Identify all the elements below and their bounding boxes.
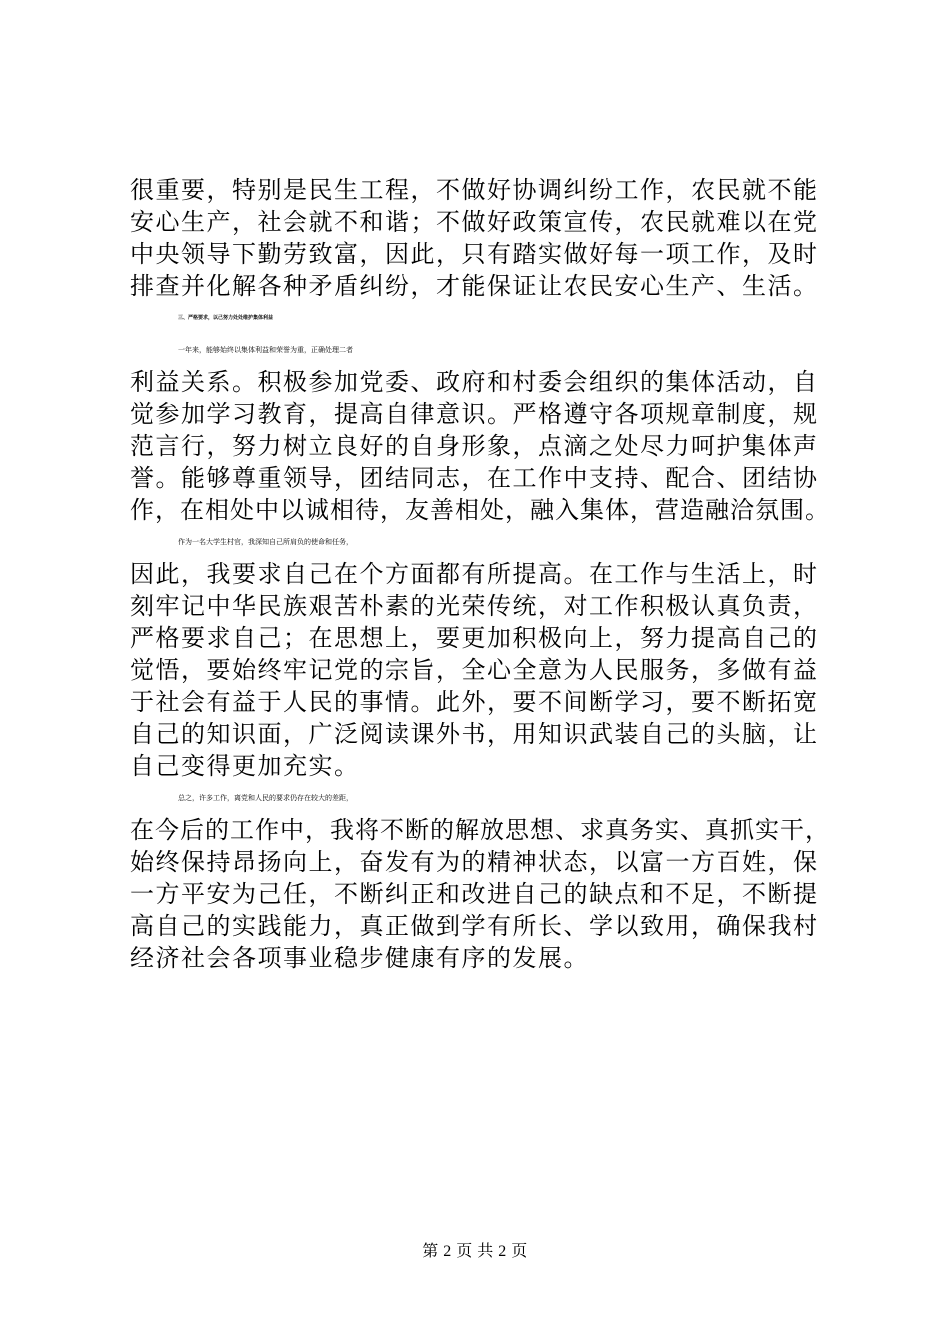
body-line: 一年来，能够始终以集体利益和荣誉为重，正确处理二者 (178, 346, 353, 354)
body-line: 作，在相处中以诚相待，友善相处，融入集体，营造融洽氛围。 (130, 496, 830, 524)
page-footer: 第 2 页 共 2 页 (422, 1243, 528, 1260)
body-line: 安心生产，社会就不和谐；不做好政策宣传，农民就难以在党 (130, 208, 819, 236)
body-line: 严格要求自己；在思想上，要更加积极向上，努力提高自己的 (130, 624, 819, 652)
body-line: 中央领导下勤劳致富，因此，只有踏实做好每一项工作，及时 (130, 240, 819, 268)
body-line: 始终保持昂扬向上，奋发有为的精神状态，以富一方百姓，保 (130, 848, 819, 876)
body-line: 利益关系。积极参加党委、政府和村委会组织的集体活动，自 (130, 368, 819, 396)
section-heading: 三、严格要求，以己努力处处维护集体利益 (178, 315, 274, 321)
body-line: 总之，许多工作，离党和人民的要求仍存在较大的差距， (178, 794, 353, 802)
body-line: 自己的知识面，广泛阅读课外书，用知识武装自己的头脑，让 (130, 720, 819, 748)
body-line: 觉参加学习教育，提高自律意识。严格遵守各项规章制度，规 (130, 400, 819, 428)
body-line: 觉悟，要始终牢记党的宗旨，全心全意为人民服务，多做有益 (130, 656, 819, 684)
body-line: 高自己的实践能力，真正做到学有所长、学以致用，确保我村 (130, 912, 819, 940)
body-line: 在今后的工作中，我将不断的解放思想、求真务实、真抓实干， (130, 816, 830, 844)
body-line: 刻牢记中华民族艰苦朴素的光荣传统，对工作积极认真负责， (130, 592, 819, 620)
body-line: 范言行，努力树立良好的自身形象，点滴之处尽力呵护集体声 (130, 432, 819, 460)
body-line: 很重要，特别是民生工程，不做好协调纠纷工作，农民就不能 (130, 176, 819, 204)
body-line: 于社会有益于人民的事情。此外，要不间断学习，要不断拓宽 (130, 688, 819, 716)
body-line: 经济社会各项事业稳步健康有序的发展。 (130, 944, 589, 972)
body-line: 誉。能够尊重领导，团结同志，在工作中支持、配合、团结协 (130, 464, 819, 492)
body-line: 因此，我要求自己在个方面都有所提高。在工作与生活上，时 (130, 560, 819, 588)
body-line: 自己变得更加充实。 (130, 752, 360, 780)
body-line: 一方平安为己任，不断纠正和改进自己的缺点和不足，不断提 (130, 880, 819, 908)
body-line: 排查并化解各种矛盾纠纷，才能保证让农民安心生产、生活。 (130, 272, 819, 300)
body-line: 作为一名大学生村官，我深知自己所肩负的使命和任务， (178, 538, 353, 546)
